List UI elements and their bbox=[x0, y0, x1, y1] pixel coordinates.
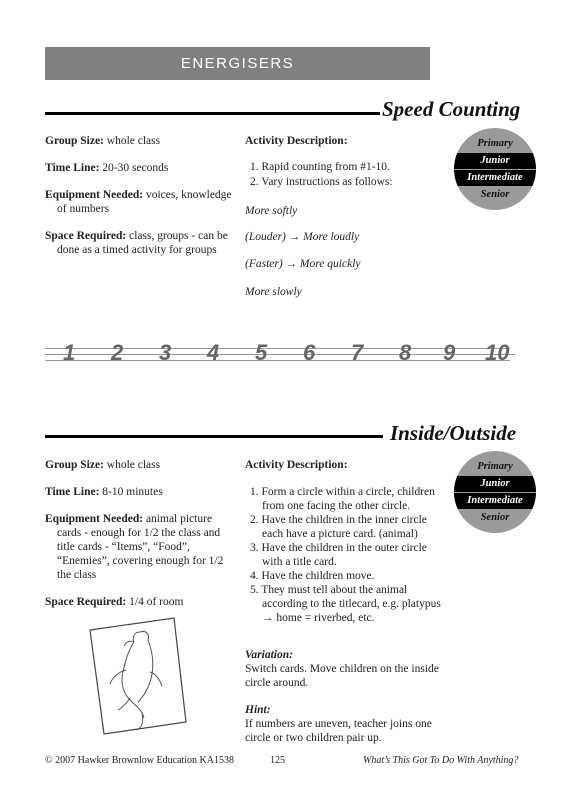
time-line: Time Line: 8-10 minutes bbox=[45, 486, 163, 498]
level-senior: Senior bbox=[454, 187, 536, 203]
level-intermediate: Intermediate bbox=[454, 493, 536, 509]
page-number: 125 bbox=[270, 755, 285, 766]
variation-item: More slowly bbox=[245, 286, 302, 298]
equipment-needed: Equipment Needed: animal picture cards - enough for 1/2 the class and title cards - “Items”, “Food”, “Enemies”, covering enough for 1/2 the class bbox=[45, 513, 224, 581]
footer-copyright: © 2007 Hawker Brownlow Education KA1538 bbox=[45, 755, 234, 766]
step-item: 1. Rapid counting from #1-10. bbox=[250, 161, 390, 173]
step-item: 1. Form a circle within a circle, children from one facing the other circle. bbox=[250, 486, 435, 512]
variation-block: Variation: Switch cards. Move children on the inside circle around. bbox=[245, 649, 439, 689]
step-item: 5. They must tell about the animal according to the titlecard, e.g. platypus → home = riverbed, etc. bbox=[250, 584, 441, 624]
number-6: 6 bbox=[303, 340, 316, 365]
step-item: 2. Have the children in the inner circle each have a picture card. (animal) bbox=[250, 514, 427, 540]
space-required: Space Required: class, groups - can be done as a timed activity for groups bbox=[45, 230, 228, 256]
title-rule bbox=[45, 112, 380, 115]
level-primary: Primary bbox=[454, 136, 536, 152]
details-column bbox=[45, 458, 235, 609]
variation-item: (Louder) → More loudly bbox=[245, 231, 360, 243]
number-8: 8 bbox=[399, 340, 412, 365]
level-badge bbox=[454, 128, 536, 210]
platypus-card-illustration bbox=[82, 610, 192, 740]
activity-title: Speed Counting bbox=[382, 97, 521, 121]
time-line: Time Line: 20-30 seconds bbox=[45, 162, 169, 174]
level-junior: Junior bbox=[454, 153, 536, 169]
activity-title: Inside/Outside bbox=[390, 421, 517, 445]
number-4: 4 bbox=[207, 340, 220, 365]
number-2: 2 bbox=[111, 340, 124, 365]
number-5: 5 bbox=[255, 340, 268, 365]
level-intermediate: Intermediate bbox=[454, 170, 536, 186]
group-size: Group Size: whole class bbox=[45, 459, 161, 471]
title-rule bbox=[45, 435, 383, 438]
level-senior: Senior bbox=[454, 510, 536, 526]
variation-item: More softly bbox=[245, 205, 298, 217]
variation-item: (Faster) → More quickly bbox=[245, 258, 361, 270]
level-primary: Primary bbox=[454, 459, 536, 475]
step-item: 2. Vary instructions as follows: bbox=[250, 176, 393, 188]
group-size: Group Size: whole class bbox=[45, 135, 161, 147]
number-1: 1 bbox=[63, 340, 76, 365]
section-banner: ENERGISERS bbox=[45, 47, 430, 80]
number-9: 9 bbox=[443, 340, 456, 365]
number-10: 10 bbox=[485, 340, 510, 365]
step-item: 3. Have the children in the outer circle with a title card. bbox=[250, 542, 427, 568]
level-badge bbox=[454, 451, 536, 533]
activity-description-label: Activity Description: bbox=[245, 135, 348, 147]
equipment-needed: Equipment Needed: voices, knowledge of numbers bbox=[45, 189, 232, 215]
number-3: 3 bbox=[159, 340, 172, 365]
activity-description-label: Activity Description: bbox=[245, 459, 348, 471]
speed-numbers-row bbox=[45, 340, 525, 370]
level-junior: Junior bbox=[454, 476, 536, 492]
steps-list bbox=[250, 485, 450, 625]
details-column bbox=[45, 134, 230, 257]
step-item: 4. Have the children move. bbox=[250, 570, 375, 582]
space-required: Space Required: 1/4 of room bbox=[45, 596, 184, 608]
footer-book-title: What’s This Got To Do With Anything? bbox=[363, 755, 519, 766]
number-7: 7 bbox=[351, 340, 364, 365]
hint-block: Hint: If numbers are uneven, teacher joins one circle or two children pair up. bbox=[245, 704, 432, 744]
